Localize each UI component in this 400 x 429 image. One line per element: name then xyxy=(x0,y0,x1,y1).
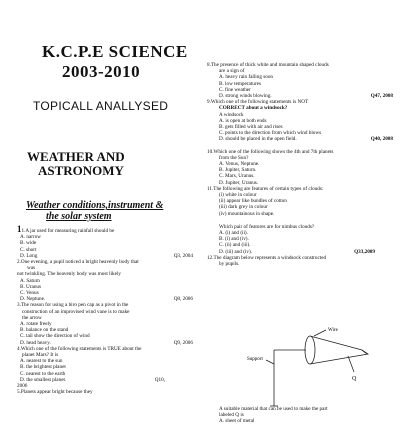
question-ref: Q8, 2006 xyxy=(173,296,193,303)
question-2 xyxy=(17,259,195,302)
question-text: planet Mars? It is xyxy=(22,352,59,359)
option: B. wide xyxy=(20,240,37,247)
option: C. Mars, Uranus. xyxy=(219,173,255,180)
question-text: 3.The reason for using a biro pen cap as a pivot in the xyxy=(17,302,129,309)
left-column xyxy=(17,226,195,395)
question-3 xyxy=(17,302,195,345)
windsock-diagram xyxy=(244,320,384,412)
option: (i) white in colour xyxy=(219,192,257,199)
question-ref: Q3, 2004 xyxy=(173,252,193,259)
option: B. Uranus xyxy=(20,283,42,290)
question-text: not twinkling. The heavenly body was most likely xyxy=(17,271,121,278)
question-text: A windsock xyxy=(219,111,244,118)
question-text: 4.Which one of the following statements is TRUE about the xyxy=(17,345,142,352)
question-text: was xyxy=(27,265,36,272)
option: A. Saturn xyxy=(20,277,40,284)
option: C. tail show the direction of wind xyxy=(20,333,90,340)
support-leader xyxy=(266,360,274,364)
question-8 xyxy=(207,62,395,99)
option: A. nearest to the sun xyxy=(20,358,63,365)
wire-ring xyxy=(305,336,315,364)
option: B. low temperatures xyxy=(219,80,261,87)
question-4 xyxy=(17,346,195,389)
option: B. gets filled with air and rises xyxy=(219,124,283,131)
option: C. fine weather xyxy=(219,86,251,93)
option: (ii) appear like bundles of cotton xyxy=(219,198,287,205)
question-12 xyxy=(207,255,395,267)
subtitle: TOPICALL ANALLYSED xyxy=(33,99,169,113)
option: C. nearest to the earth xyxy=(20,370,66,377)
question-ref: Q47, 2008 xyxy=(370,93,393,100)
option: A. rotate freely xyxy=(20,321,52,328)
question-11-part2 xyxy=(207,224,395,255)
topic-line1: Weather conditions,instrument & xyxy=(26,200,164,211)
question-text: 9.Which one of the following statements is NOT xyxy=(207,99,309,106)
question-text: the arrow xyxy=(22,314,42,321)
topic-line2: the solar system xyxy=(46,211,112,222)
option: C. (ii) and (iii). xyxy=(219,242,251,249)
question-number: 1 xyxy=(17,224,22,234)
question-10 xyxy=(207,149,395,186)
option: D. head heavy. Q9, 2006 xyxy=(20,339,193,346)
question-11 xyxy=(207,186,395,217)
option: A. is open at both ends xyxy=(219,117,267,124)
question-text: CORRECT about a windsock? xyxy=(219,105,288,112)
right-column xyxy=(207,62,395,267)
q-label: Q xyxy=(352,376,357,382)
section-heading-line1: WEATHER AND xyxy=(27,149,125,164)
option: B. Jupiter, Saturn. xyxy=(219,167,257,174)
question-1 xyxy=(17,226,195,259)
question-ref: Q40, 2008 xyxy=(370,136,393,143)
question-5-start: 5.Planets appear bright because they xyxy=(17,389,93,396)
option: A. narrow xyxy=(20,234,42,241)
option: D. should be placed in the open field. Q40, 2008 xyxy=(219,136,393,143)
question-ref: Q9, 2006 xyxy=(173,339,193,346)
sock-cone xyxy=(310,336,368,364)
question-text: 8.The presence of thick white and mountain shaped clouds xyxy=(207,62,329,68)
title-line1: K.C.P.E SCIENCE xyxy=(42,42,188,61)
option: D. Long Q3, 2004 xyxy=(20,252,193,259)
question-text: are a sign of xyxy=(219,68,245,75)
option: A. sheet of metal xyxy=(219,418,255,425)
wire-label: Wire xyxy=(328,328,338,333)
option: A. (i) and (ii). xyxy=(219,230,248,237)
question-ref-year: 2006 xyxy=(17,383,28,390)
option: (iii) dark grey in colour xyxy=(219,204,268,211)
question-9 xyxy=(207,99,395,142)
option: A. heavy rain falling soon xyxy=(219,74,274,81)
option: D. the smallest planet. Q10, xyxy=(17,377,195,383)
section-heading-line2: ASTRONOMY xyxy=(38,163,124,178)
option: B. balance on the stand xyxy=(20,327,69,334)
option: D. Neptune. Q8, 2006 xyxy=(20,296,193,303)
option: (iv) mountainous in shape. xyxy=(219,210,275,217)
question-text: construction of an improvised wind vane is to make xyxy=(22,308,130,315)
question-text: A suitable material that can be used to make the part xyxy=(219,406,328,412)
question-ref: Q10, xyxy=(154,376,165,383)
wire-leader xyxy=(314,330,326,336)
title-line2: 2003-2010 xyxy=(62,62,141,81)
support-label: Support xyxy=(247,357,263,362)
question-text: from the Sun? xyxy=(219,154,249,161)
question-text: 2.One evening, a pupil noticed a bright heavenly body that xyxy=(17,259,139,266)
option: D. Jupiter, Uranus. xyxy=(219,179,259,186)
question-text: by pupils. xyxy=(219,261,240,268)
option: B. (i) and (iv). xyxy=(219,236,249,243)
option: C. Venus xyxy=(20,290,39,297)
question-text: labeled Q is xyxy=(219,412,244,419)
question-text: Which pair of features are for nimbus clouds? xyxy=(219,223,315,230)
option: B. the brightest planet xyxy=(20,364,66,371)
q-leader xyxy=(348,356,354,372)
option: A. Venus, Neptune. xyxy=(219,161,260,168)
option: C. points to the direction from which wind blows xyxy=(219,130,322,137)
question-text: 10.Which one of the following shows the 4th and 7th planets xyxy=(207,148,334,155)
option: D. (iii) and (iv). Q33,2009 xyxy=(207,249,395,255)
question-ref: Q33,2009 xyxy=(354,248,375,255)
question-text: 12.The diagram below represents a windsock constructed xyxy=(207,254,327,261)
question-text: 11.A jar used for measuring rainfall should be xyxy=(17,224,115,234)
question-text: 11.The following are features of certain types of clouds: xyxy=(207,185,324,192)
option: C. short xyxy=(20,246,37,253)
option: D. strong winds blowing. Q47, 2008 xyxy=(219,93,393,100)
right-footer xyxy=(219,406,395,425)
